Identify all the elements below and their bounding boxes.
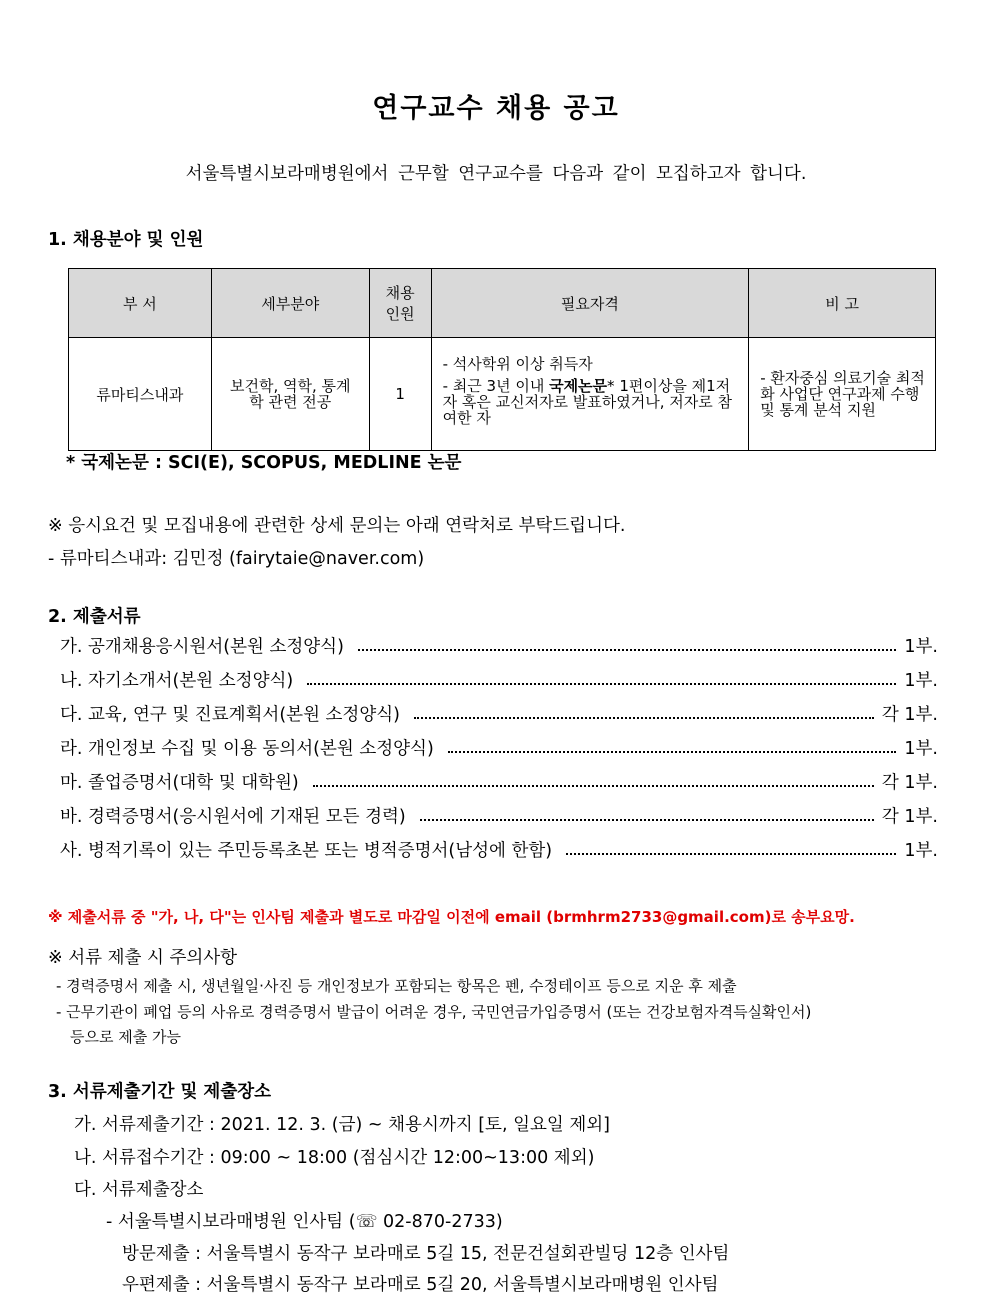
section3-heading: 3. 서류제출기간 및 제출장소: [48, 1082, 272, 1102]
cell-field: 보건학, 역학, 통계학 관련 전공: [211, 338, 369, 451]
section1-heading: 1. 채용분야 및 인원: [48, 230, 204, 250]
inquiry-contact: - 류마티스내과: 김민정 (fairytaie@naver.com): [48, 549, 425, 569]
header-field: 세부분야: [211, 269, 369, 338]
section2-heading: 2. 제출서류: [48, 607, 141, 627]
doc-item: 마. 졸업증명서(대학 및 대학원) 각 1부.: [60, 773, 938, 793]
note-text: - 환자중심 의료기술 최적화 사업단 연구과제 수행 및 통계 분석 지원: [760, 369, 925, 419]
place-label: 다. 서류제출장소: [74, 1180, 204, 1200]
cell-count: 1: [369, 338, 431, 451]
doc-item: 가. 공개채용응시원서(본원 소정양식) 1부.: [60, 637, 938, 657]
header-count: 채용 인원: [369, 269, 431, 338]
visit-address: 방문제출 : 서울특별시 동작구 보라매로 5길 15, 전문건설회관빌딩 12층 인사팀: [122, 1244, 730, 1264]
doc-item: 라. 개인정보 수집 및 이용 동의서(본원 소정양식) 1부.: [60, 739, 938, 759]
inquiry-text: ※ 응시요건 및 모집내용에 관련한 상세 문의는 아래 연락처로 부탁드립니다.: [48, 516, 626, 536]
table-header-row: [69, 269, 936, 338]
reception-hours: 나. 서류접수기간 : 09:00 ~ 18:00 (점심시간 12:00~13:00 제외): [74, 1148, 595, 1168]
cell-qualification: [431, 338, 749, 451]
table-footnote: * 국제논문 : SCI(E), SCOPUS, MEDLINE 논문: [66, 453, 462, 473]
intl-paper-bold: 국제논문: [549, 377, 608, 395]
header-dept: 부 서: [69, 269, 212, 338]
submission-period: 가. 서류제출기간 : 2021. 12. 3. (금) ~ 채용시까지 [토, 일요일 제외]: [74, 1115, 611, 1135]
recruitment-table: [68, 268, 936, 451]
doc-item: 바. 경력증명서(응시원서에 기재된 모든 경력) 각 1부.: [60, 807, 938, 827]
email-notice: ※ 제출서류 중 "가, 나, 다"는 인사팀 제출과 별도로 마감일 이전에 email (brmhrm2733@gmail.com)로 송부요망.: [48, 908, 855, 926]
cell-dept: 류마티스내과: [69, 338, 212, 451]
qualification-1: - 석사학위 이상 취득자: [442, 355, 593, 373]
cell-note: [749, 338, 936, 451]
header-qual: 필요자격: [431, 269, 749, 338]
caution-title: ※ 서류 제출 시 주의사항: [48, 948, 238, 968]
page-title: 연구교수 채용 공고: [372, 93, 620, 124]
place-org: - 서울특별시보라매병원 인사팀 (☏ 02-870-2733): [106, 1212, 503, 1232]
table-row: [69, 338, 936, 451]
mail-address: 우편제출 : 서울특별시 동작구 보라매로 5길 20, 서울특별시보라매병원 인사팀: [122, 1275, 719, 1295]
qualification-2: - 최근 3년 이내 국제논문* 1편이상을 제1저자 혹은 교신저자로 발표하였거나, 저자로 참여한 자: [442, 377, 733, 427]
intro-text: 서울특별시보라매병원에서 근무할 연구교수를 다음과 같이 모집하고자 합니다.: [185, 164, 807, 184]
caution-2: - 근무기관이 폐업 등의 사유로 경력증명서 발급이 어려운 경우, 국민연금가입증명서 (또는 건강보험자격득실확인서): [56, 1003, 812, 1021]
doc-item: 나. 자기소개서(본원 소정양식) 1부.: [60, 671, 938, 691]
doc-item: 사. 병적기록이 있는 주민등록초본 또는 병적증명서(남성에 한함) 1부.: [60, 841, 938, 861]
caution-2b: 등으로 제출 가능: [70, 1028, 181, 1046]
header-note: 비 고: [749, 269, 936, 338]
doc-item: 다. 교육, 연구 및 진료계획서(본원 소정양식) 각 1부.: [60, 705, 938, 725]
caution-1: - 경력증명서 제출 시, 생년월일·사진 등 개인정보가 포함되는 항목은 펜, 수정테이프 등으로 지운 후 제출: [56, 977, 737, 995]
